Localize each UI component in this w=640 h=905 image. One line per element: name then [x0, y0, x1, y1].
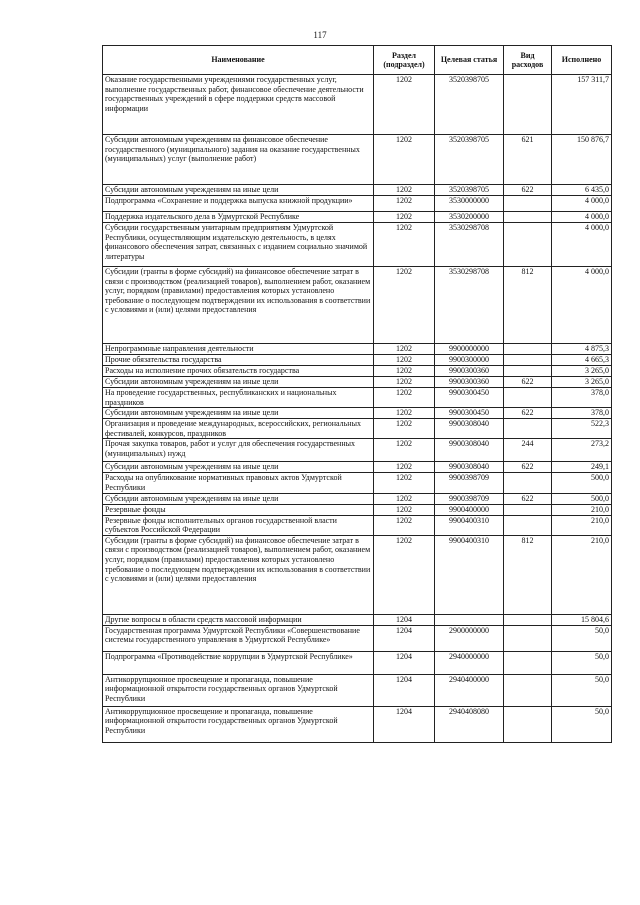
cell-executed: 273,2 [552, 439, 612, 462]
cell-section: 1204 [374, 625, 435, 651]
cell-name: Поддержка издательского дела в Удмуртской Республике [103, 212, 374, 223]
cell-name: Расходы на исполнение прочих обязательств государства [103, 366, 374, 377]
cell-name: Организация и проведение международных, всероссийских, региональных фестивалей, конкурсов, праздников [103, 419, 374, 439]
cell-name: Подпрограмма «Сохранение и поддержка выпуска книжной продукции» [103, 196, 374, 212]
table-row [103, 355, 612, 366]
cell-article: 9900398709 [435, 473, 504, 493]
cell-kind [504, 515, 552, 535]
cell-name: Антикоррупционное просвещение и пропаганда, повышение информационной открытости государственных органов Удмуртской Республики [103, 706, 374, 742]
cell-section: 1202 [374, 212, 435, 223]
cell-section: 1202 [374, 535, 435, 614]
cell-kind [504, 344, 552, 355]
cell-name: Субсидии автономным учреждениям на финансовое обеспечение государственного (муниципального) задания на оказание государственных (муниципальных) услуг (выполнение работ) [103, 135, 374, 185]
cell-kind: 622 [504, 377, 552, 388]
cell-section: 1202 [374, 419, 435, 439]
cell-section: 1202 [374, 439, 435, 462]
cell-article: 3520398705 [435, 135, 504, 185]
table-row [103, 267, 612, 344]
cell-kind: 621 [504, 135, 552, 185]
cell-name: Непрограммные направления деятельности [103, 344, 374, 355]
cell-section: 1204 [374, 706, 435, 742]
cell-name: Субсидии автономным учреждениям на иные цели [103, 377, 374, 388]
cell-executed: 4 875,3 [552, 344, 612, 355]
cell-name: На проведение государственных, республиканских и национальных праздников [103, 388, 374, 408]
cell-section: 1202 [374, 515, 435, 535]
cell-name: Оказание государственными учреждениями государственных услуг, выполнение государственных работ, финансовое обеспечение деятельности государственных учреждений в сфере поддержки средств массовой информации [103, 75, 374, 135]
cell-kind: 812 [504, 267, 552, 344]
cell-executed: 4 000,0 [552, 223, 612, 267]
header-kind: Вид расходов [504, 46, 552, 75]
cell-name: Субсидии автономным учреждениям на иные цели [103, 462, 374, 473]
cell-section: 1202 [374, 75, 435, 135]
cell-kind [504, 355, 552, 366]
cell-executed: 210,0 [552, 504, 612, 515]
cell-executed: 3 265,0 [552, 366, 612, 377]
table-row [103, 135, 612, 185]
cell-kind [504, 614, 552, 625]
cell-article: 9900398709 [435, 493, 504, 504]
table-row [103, 535, 612, 614]
cell-executed: 4 000,0 [552, 196, 612, 212]
table-row [103, 408, 612, 419]
cell-name: Субсидии автономным учреждениям на иные цели [103, 408, 374, 419]
cell-name: Расходы на опубликование нормативных правовых актов Удмуртской Республики [103, 473, 374, 493]
cell-section: 1204 [374, 614, 435, 625]
cell-article: 2940408080 [435, 706, 504, 742]
cell-name: Субсидии государственным унитарным предприятиям Удмуртской Республики, осуществляющим издательскую деятельность, в целях финансового обеспечения затрат, связанных с изданием социально значимой литературы [103, 223, 374, 267]
table-row [103, 706, 612, 742]
cell-section: 1202 [374, 388, 435, 408]
cell-article: 9900300000 [435, 355, 504, 366]
cell-section: 1202 [374, 366, 435, 377]
table-row [103, 344, 612, 355]
cell-section: 1202 [374, 223, 435, 267]
cell-section: 1204 [374, 651, 435, 674]
cell-name: Субсидии автономным учреждениям на иные цели [103, 185, 374, 196]
table-row [103, 439, 612, 462]
cell-section: 1202 [374, 185, 435, 196]
table-row [103, 462, 612, 473]
table-row [103, 651, 612, 674]
cell-kind: 244 [504, 439, 552, 462]
cell-section: 1202 [374, 408, 435, 419]
table-row [103, 185, 612, 196]
cell-kind [504, 473, 552, 493]
cell-kind [504, 706, 552, 742]
table-row [103, 212, 612, 223]
table-row [103, 196, 612, 212]
table-row [103, 493, 612, 504]
cell-name: Прочие обязательства государства [103, 355, 374, 366]
cell-name: Субсидии автономным учреждениям на иные цели [103, 493, 374, 504]
cell-article: 9900308040 [435, 419, 504, 439]
cell-article: 9900308040 [435, 439, 504, 462]
table-row [103, 625, 612, 651]
cell-section: 1202 [374, 135, 435, 185]
cell-kind [504, 504, 552, 515]
cell-article: 2940000000 [435, 651, 504, 674]
cell-kind [504, 212, 552, 223]
cell-section: 1202 [374, 504, 435, 515]
table-header-row [103, 46, 612, 75]
cell-kind: 622 [504, 408, 552, 419]
cell-article: 3530298708 [435, 267, 504, 344]
cell-executed: 4 665,3 [552, 355, 612, 366]
table-row [103, 504, 612, 515]
page-number: 117 [313, 30, 327, 40]
table-row [103, 377, 612, 388]
cell-article: 9900400310 [435, 535, 504, 614]
cell-kind [504, 196, 552, 212]
cell-section: 1202 [374, 473, 435, 493]
cell-article: 3530000000 [435, 196, 504, 212]
cell-name: Государственная программа Удмуртской Республики «Совершенствование системы государственного управления в Удмуртской Республике» [103, 625, 374, 651]
cell-executed: 4 000,0 [552, 212, 612, 223]
cell-name: Другие вопросы в области средств массовой информации [103, 614, 374, 625]
cell-section: 1202 [374, 196, 435, 212]
cell-article: 9900000000 [435, 344, 504, 355]
cell-kind [504, 419, 552, 439]
table-row [103, 75, 612, 135]
cell-kind: 622 [504, 493, 552, 504]
cell-name: Прочая закупка товаров, работ и услуг для обеспечения государственных (муниципальных) нужд [103, 439, 374, 462]
cell-section: 1202 [374, 267, 435, 344]
cell-executed: 4 000,0 [552, 267, 612, 344]
table-row [103, 473, 612, 493]
cell-article: 2940400000 [435, 674, 504, 706]
cell-kind [504, 75, 552, 135]
table-row [103, 419, 612, 439]
header-executed: Исполнено [552, 46, 612, 75]
header-article: Целевая статья [435, 46, 504, 75]
cell-executed: 6 435,0 [552, 185, 612, 196]
cell-section: 1202 [374, 493, 435, 504]
cell-kind [504, 674, 552, 706]
table-row [103, 674, 612, 706]
cell-name: Подпрограмма «Противодействие коррупции в Удмуртской Республике» [103, 651, 374, 674]
cell-article: 3530298708 [435, 223, 504, 267]
cell-article: 9900400310 [435, 515, 504, 535]
cell-section: 1202 [374, 462, 435, 473]
cell-executed: 50,0 [552, 706, 612, 742]
cell-section: 1202 [374, 355, 435, 366]
cell-section: 1204 [374, 674, 435, 706]
cell-name: Субсидии (гранты в форме субсидий) на финансовое обеспечение затрат в связи с производством (реализацией товаров), выполнением работ, оказанием услуг, порядком (правилами) предоставления которых установлено требование о последующем подтверждении их использования в соответствии с условиями и (или) целями предоставления [103, 535, 374, 614]
cell-kind [504, 625, 552, 651]
cell-section: 1202 [374, 344, 435, 355]
header-name: Наименование [103, 46, 374, 75]
cell-kind: 622 [504, 185, 552, 196]
cell-kind: 812 [504, 535, 552, 614]
table-row [103, 388, 612, 408]
budget-execution-table [102, 45, 612, 743]
table-row [103, 614, 612, 625]
cell-article: 9900300360 [435, 366, 504, 377]
cell-article: 9900300360 [435, 377, 504, 388]
cell-executed: 500,0 [552, 473, 612, 493]
cell-article: 9900400000 [435, 504, 504, 515]
table-row [103, 515, 612, 535]
cell-article: 3520398705 [435, 185, 504, 196]
cell-kind [504, 651, 552, 674]
cell-executed: 378,0 [552, 388, 612, 408]
cell-name: Субсидии (гранты в форме субсидий) на финансовое обеспечение затрат в связи с производством (реализацией товаров), выполнением работ, оказанием услуг, порядком (правилами) предоставления которых установлено требование о последующем подтверждении их использования в соответствии с условиями и (или) целями предоставления [103, 267, 374, 344]
cell-name: Резервные фонды исполнительных органов государственной власти субъектов Российской Федерации [103, 515, 374, 535]
cell-article: 3520398705 [435, 75, 504, 135]
table-body [103, 75, 612, 743]
cell-executed: 249,1 [552, 462, 612, 473]
cell-executed: 3 265,0 [552, 377, 612, 388]
cell-executed: 500,0 [552, 493, 612, 504]
cell-article: 9900308040 [435, 462, 504, 473]
cell-kind [504, 366, 552, 377]
cell-executed: 522,3 [552, 419, 612, 439]
cell-kind: 622 [504, 462, 552, 473]
cell-article: 3530200000 [435, 212, 504, 223]
cell-article: 9900300450 [435, 408, 504, 419]
header-section: Раздел (подраздел) [374, 46, 435, 75]
cell-name: Резервные фонды [103, 504, 374, 515]
cell-executed: 15 804,6 [552, 614, 612, 625]
cell-section: 1202 [374, 377, 435, 388]
cell-executed: 210,0 [552, 515, 612, 535]
table-row [103, 366, 612, 377]
cell-name: Антикоррупционное просвещение и пропаганда, повышение информационной открытости государственных органов Удмуртской Республики [103, 674, 374, 706]
cell-executed: 50,0 [552, 674, 612, 706]
table-row [103, 223, 612, 267]
cell-executed: 150 876,7 [552, 135, 612, 185]
cell-executed: 157 311,7 [552, 75, 612, 135]
cell-kind [504, 388, 552, 408]
cell-kind [504, 223, 552, 267]
cell-executed: 378,0 [552, 408, 612, 419]
cell-article [435, 614, 504, 625]
cell-executed: 210,0 [552, 535, 612, 614]
cell-article: 9900300450 [435, 388, 504, 408]
cell-executed: 50,0 [552, 651, 612, 674]
cell-executed: 50,0 [552, 625, 612, 651]
cell-article: 2900000000 [435, 625, 504, 651]
